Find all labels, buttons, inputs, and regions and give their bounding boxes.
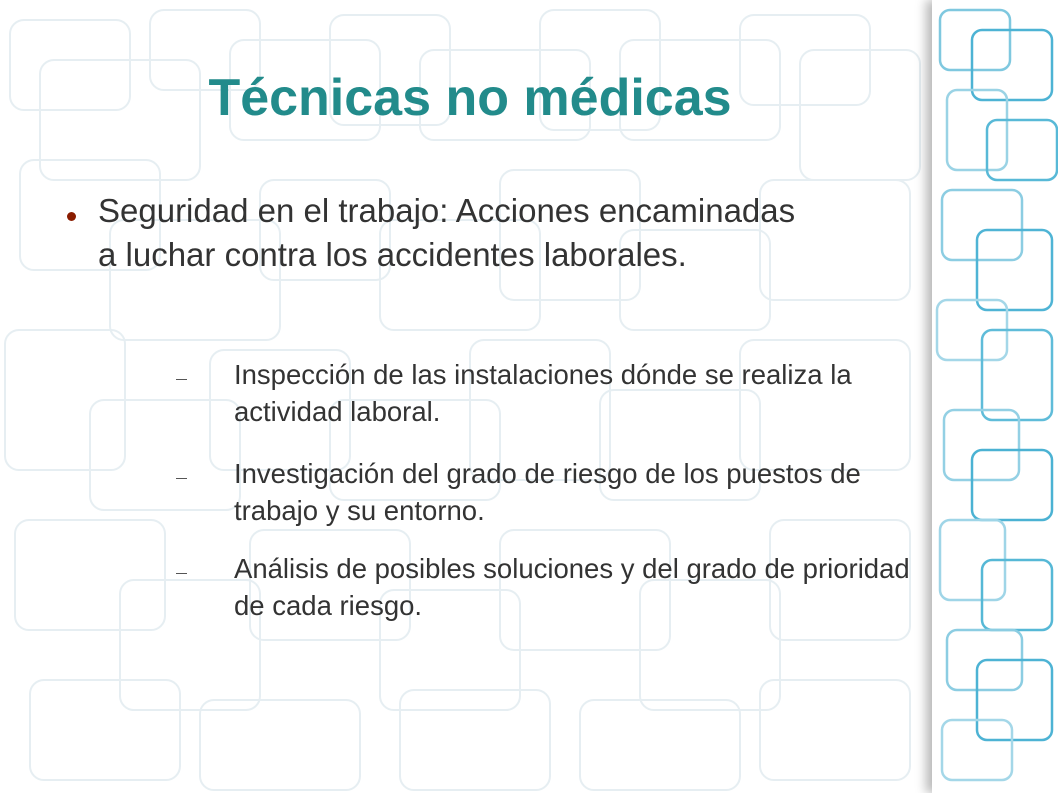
sub-item-2: Investigación del grado de riesgo de los puestos de trabajo y su entorno. xyxy=(234,458,861,526)
side-decoration-panel xyxy=(932,0,1058,793)
slide-title: Técnicas no médicas xyxy=(208,69,732,127)
dash-bullet-icon xyxy=(176,379,187,380)
dash-bullet-icon xyxy=(176,478,187,479)
sub-item-3: Análisis de posibles soluciones y del grado de prioridad de cada riesgo. xyxy=(234,553,910,621)
sub-item-1: Inspección de las instalaciones dónde se realiza la actividad laboral. xyxy=(234,359,852,427)
dash-bullet-icon xyxy=(176,573,187,574)
main-bullet-text: Seguridad en el trabajo: Acciones encaminadas a luchar contra los accidentes laborales. xyxy=(98,192,796,273)
bullet-dot-icon xyxy=(67,212,76,221)
side-pattern xyxy=(932,0,1058,793)
